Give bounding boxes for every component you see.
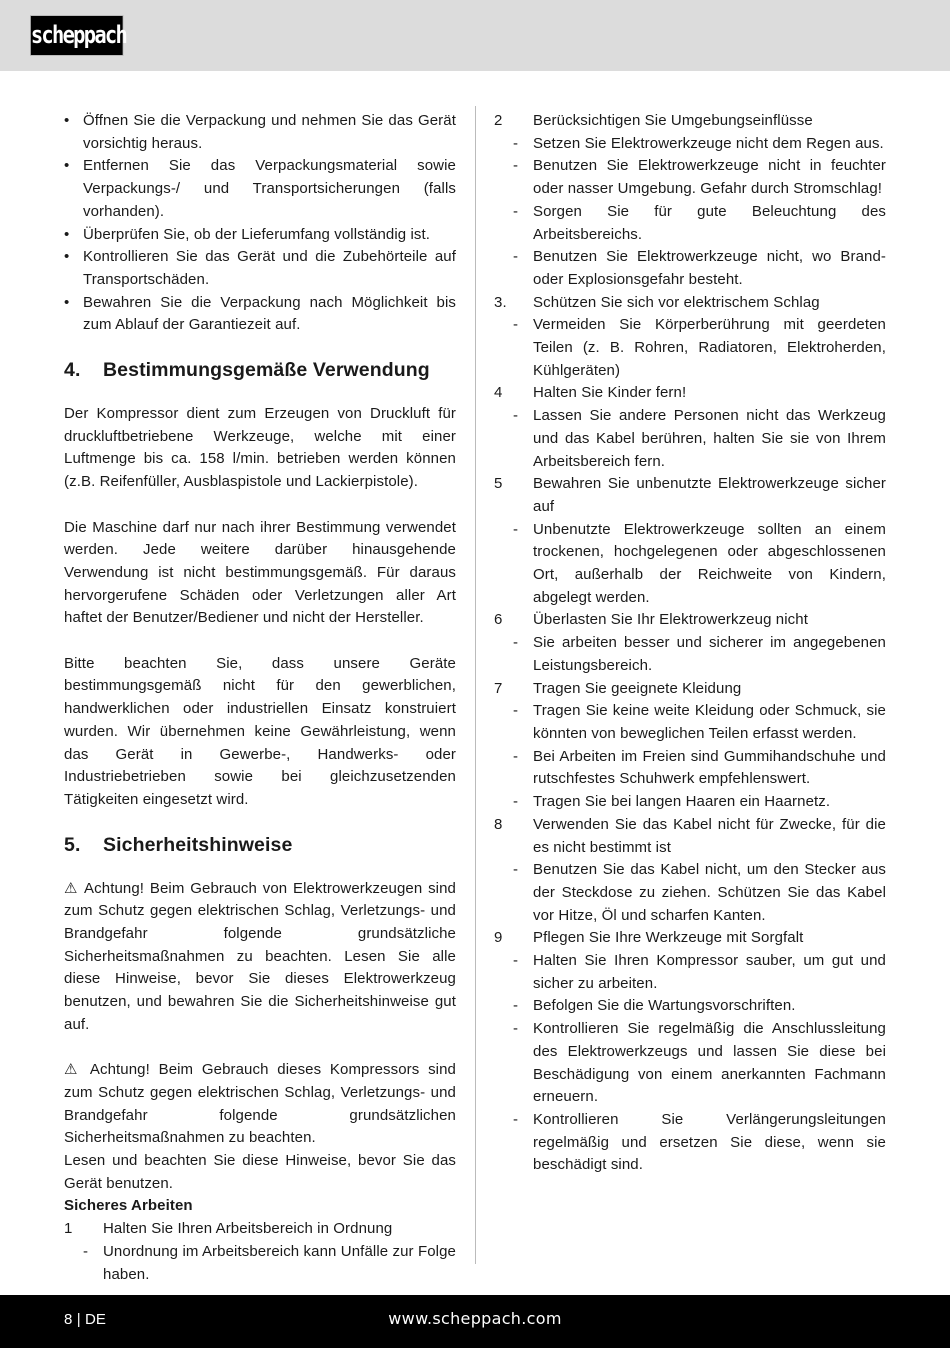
bullet-item: • Bewahren Sie die Verpackung nach Möglichkeit bis zum Ablauf der Garantiezeit auf. bbox=[64, 293, 456, 334]
subheading: Sicheres Arbeiten bbox=[64, 1197, 193, 1215]
list-item: 2 Berücksichtigen Sie Umgebungseinflüsse bbox=[494, 112, 813, 129]
paragraph: Die Maschine darf nur nach ihrer Bestimmung verwendet werden. Jede weitere darüber hinausgehende Verwendung ist nicht bestimmungsgemäß. Für daraus hervorgerufene Schäden oder Verletzungen aller Art haftet der Benutzer/Bediener und nicht der Hersteller. bbox=[64, 518, 456, 627]
bullet-item: • Überprüfen Sie, ob der Lieferumfang vollständig ist. bbox=[64, 224, 456, 247]
list-subitem: - Lassen Sie andere Personen nicht das Werkzeug und das Kabel berühren, halten Sie sie von Ihrem Arbeitsbereich fern. bbox=[513, 407, 886, 470]
list-subitem: - Vermeiden Sie Körperberührung mit geerdeten Teilen (z. B. Rohren, Radiatoren, Elektroherden, Kühlgeräten) bbox=[513, 316, 886, 379]
list-subitem: - Kontrollieren Sie Verlängerungsleitungen regelmäßig und ersetzen Sie diese, wenn sie beschädigt sind. bbox=[513, 1110, 886, 1174]
warning-paragraph: ⚠ Achtung! Beim Gebrauch von Elektrowerkzeugen sind zum Schutz gegen elektrischen Schlag, Verletzungs- und Brandgefahr folgende grundsätzliche Sicherheitsmaßnahmen zu beachten. Lesen Sie alle diese Hinweise, bevor Sie dieses Elektrowerkzeug benutzen, und bewahren Sie die Sicherheitshinweise gut auf. bbox=[64, 879, 456, 1033]
list-subitem: - Benutzen Sie das Kabel nicht, um den Stecker aus der Steckdose zu ziehen. Schützen Sie das Kabel vor Hitze, Öl und scharfen Kanten. bbox=[513, 861, 886, 924]
bullet-icon: • bbox=[64, 248, 70, 266]
bullet-icon: • bbox=[64, 225, 70, 243]
list-subitem: - Befolgen Sie die Wartungsvorschriften. bbox=[513, 997, 796, 1015]
bullet-icon: • bbox=[64, 112, 70, 129]
paragraph: Bitte beachten Sie, dass unsere Geräte bestimmungsgemäß nicht für den gewerblichen, handwerklichen oder industriellen Einsatz konstruiert wurden. Wir übernehmen keine Gewährleistung, wenn das Gerät in Gewerbe-, Handwerks- oder Industriebetrieben sowie bei gleichzusetzenden Tätigkeiten eingesetzt wird. bbox=[64, 654, 456, 808]
list-item: 1 Halten Sie Ihren Arbeitsbereich in Ordnung bbox=[64, 1220, 393, 1238]
page-number: 8 | DE bbox=[64, 1311, 107, 1328]
list-item: 6 Überlasten Sie Ihr Elektrowerkzeug nicht bbox=[494, 611, 808, 629]
list-subitem: - Kontrollieren Sie regelmäßig die Anschlussleitung des Elektrowerkzeugs und lassen Sie diese bei Beschädigung von einem anerkannten Fachmann erneuern. bbox=[513, 1020, 886, 1106]
list-subitem: - Tragen Sie keine weite Kleidung oder Schmuck, sie könnten von beweglichen Teilen erfasst werden. bbox=[513, 702, 886, 742]
list-subitem: - Benutzen Sie Elektrowerkzeuge nicht, wo Brand- oder Explosionsgefahr besteht. bbox=[513, 248, 886, 288]
website-link[interactable]: www.scheppach.com bbox=[388, 1309, 562, 1328]
list-subitem: - Tragen Sie bei langen Haaren ein Haarnetz. bbox=[513, 793, 831, 811]
list-item: 4 Halten Sie Kinder fern! bbox=[494, 384, 687, 402]
list-subitem: - Sie arbeiten besser und sicherer im angegebenen Leistungsbereich. bbox=[513, 634, 886, 674]
list-item: 5 Bewahren Sie unbenutzte Elektrowerkzeuge sicher auf bbox=[494, 475, 886, 515]
list-item: 7 Tragen Sie geeignete Kleidung bbox=[494, 679, 742, 697]
list-item: 3. Schützen Sie sich vor elektrischem Schlag bbox=[494, 293, 820, 311]
warning-paragraph: ⚠ Achtung! Beim Gebrauch dieses Kompressors sind zum Schutz gegen elektrischen Schlag, Verletzungs- und Brandgefahr folgende grundsätzlichen Sicherheitsmaßnahmen zu beachten. bbox=[64, 1061, 456, 1147]
column-divider bbox=[475, 106, 476, 1264]
list-subitem: - Bei Arbeiten im Freien sind Gummihandschuhe und rutschfestes Schuhwerk empfehlenswert. bbox=[513, 747, 886, 788]
list-item: 9 Pflegen Sie Ihre Werkzeuge mit Sorgfalt bbox=[494, 929, 804, 947]
scheppach-logo: scheppach bbox=[30, 15, 124, 56]
bullet-icon: • bbox=[64, 293, 70, 311]
paragraph: Der Kompressor dient zum Erzeugen von Druckluft für druckluftbetriebene Werkzeuge, welche mit einer Luftmenge bis ca. 158 l/min. betrieben werden können (z.B. Reifenfüller, Ausblaspistole und Lackierpistole). bbox=[64, 405, 456, 491]
unpacking-list bbox=[64, 110, 456, 337]
bullet-item: • Öffnen Sie die Verpackung und nehmen Sie das Gerät vorsichtig heraus. bbox=[64, 112, 456, 152]
list-subitem: - Unordnung im Arbeitsbereich kann Unfälle zur Folge haben. bbox=[83, 1242, 456, 1283]
list-item: 8 Verwenden Sie das Kabel nicht für Zwecke, für die es nicht bestimmt ist bbox=[494, 815, 886, 856]
left-column bbox=[64, 110, 456, 1286]
list-subitem: - Sorgen Sie für gute Beleuchtung des Arbeitsbereichs. bbox=[513, 202, 886, 243]
section-heading-4: 4. Bestimmungsgemäße Verwendung bbox=[64, 359, 430, 382]
paragraph: Lesen und beachten Sie diese Hinweise, bevor Sie das Gerät benutzen. bbox=[64, 1152, 456, 1192]
section-heading-5: 5. Sicherheitshinweise bbox=[64, 833, 293, 856]
bullet-item: • Entfernen Sie das Verpackungsmaterial sowie Verpackungs-/ und Transportsicherungen (falls vorhanden). bbox=[64, 157, 456, 220]
list-subitem: - Unbenutzte Elektrowerkzeuge sollten an einem trockenen, hochgelegenen oder abgeschlossenen Ort, außerhalb der Reichweite von Kindern, abgelegt werden. bbox=[513, 520, 886, 606]
list-subitem: - Benutzen Sie Elektrowerkzeuge nicht in feuchter oder nasser Umgebung. Gefahr durch Stromschlag! bbox=[513, 157, 886, 198]
page-header bbox=[0, 0, 950, 71]
list-subitem: - Setzen Sie Elektrowerkzeuge nicht dem Regen aus. bbox=[513, 134, 884, 152]
bullet-item: • Kontrollieren Sie das Gerät und die Zubehörteile auf Transportschäden. bbox=[64, 248, 456, 288]
page-footer bbox=[0, 1295, 950, 1348]
bullet-icon: • bbox=[64, 157, 70, 175]
right-column bbox=[494, 110, 886, 1177]
list-subitem: - Halten Sie Ihren Kompressor sauber, um gut und sicher zu arbeiten. bbox=[513, 952, 886, 992]
